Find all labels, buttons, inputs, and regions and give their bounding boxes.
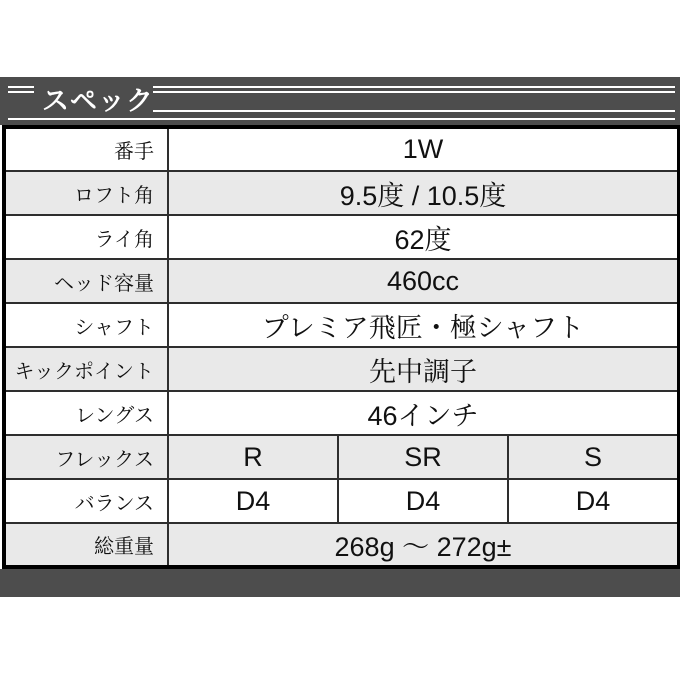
row-label: バランス <box>4 479 168 523</box>
spec-section <box>0 77 680 597</box>
row-value-flex-s: S <box>508 435 679 479</box>
row-value: 1W <box>168 127 679 171</box>
row-value-balance-sr: D4 <box>338 479 508 523</box>
decor-line <box>153 86 675 88</box>
spec-table <box>2 125 680 569</box>
spec-header-band <box>0 77 680 125</box>
table-row <box>4 303 679 347</box>
table-row <box>4 435 679 479</box>
row-value-flex-sr: SR <box>338 435 508 479</box>
table-row <box>4 259 679 303</box>
row-value-balance-r: D4 <box>168 479 338 523</box>
table-row <box>4 391 679 435</box>
table-row <box>4 127 679 171</box>
row-value: 62度 <box>168 215 679 259</box>
row-label: ロフト角 <box>4 171 168 215</box>
decor-line <box>8 91 34 93</box>
row-label: ヘッド容量 <box>4 259 168 303</box>
row-label: 総重量 <box>4 523 168 567</box>
row-value: 9.5度 / 10.5度 <box>168 171 679 215</box>
bottom-strip <box>0 569 680 597</box>
row-value: 460cc <box>168 259 679 303</box>
row-value: 46インチ <box>168 391 679 435</box>
row-value-balance-s: D4 <box>508 479 679 523</box>
row-value-flex-r: R <box>168 435 338 479</box>
decor-line <box>153 110 675 112</box>
row-label: フレックス <box>4 435 168 479</box>
decor-line <box>8 86 34 88</box>
table-row <box>4 171 679 215</box>
page-title: スペック <box>42 86 154 116</box>
row-label: 番手 <box>4 127 168 171</box>
row-label: キックポイント <box>4 347 168 391</box>
row-value: 268g ～ 272g± <box>168 523 679 567</box>
row-value: 先中調子 <box>168 347 679 391</box>
table-row <box>4 215 679 259</box>
row-value: プレミア飛匠・極シャフト <box>168 303 679 347</box>
row-label: シャフト <box>4 303 168 347</box>
row-label: ライ角 <box>4 215 168 259</box>
table-row <box>4 523 679 567</box>
decor-line <box>153 91 675 93</box>
row-label: レングス <box>4 391 168 435</box>
table-row <box>4 479 679 523</box>
table-row <box>4 347 679 391</box>
